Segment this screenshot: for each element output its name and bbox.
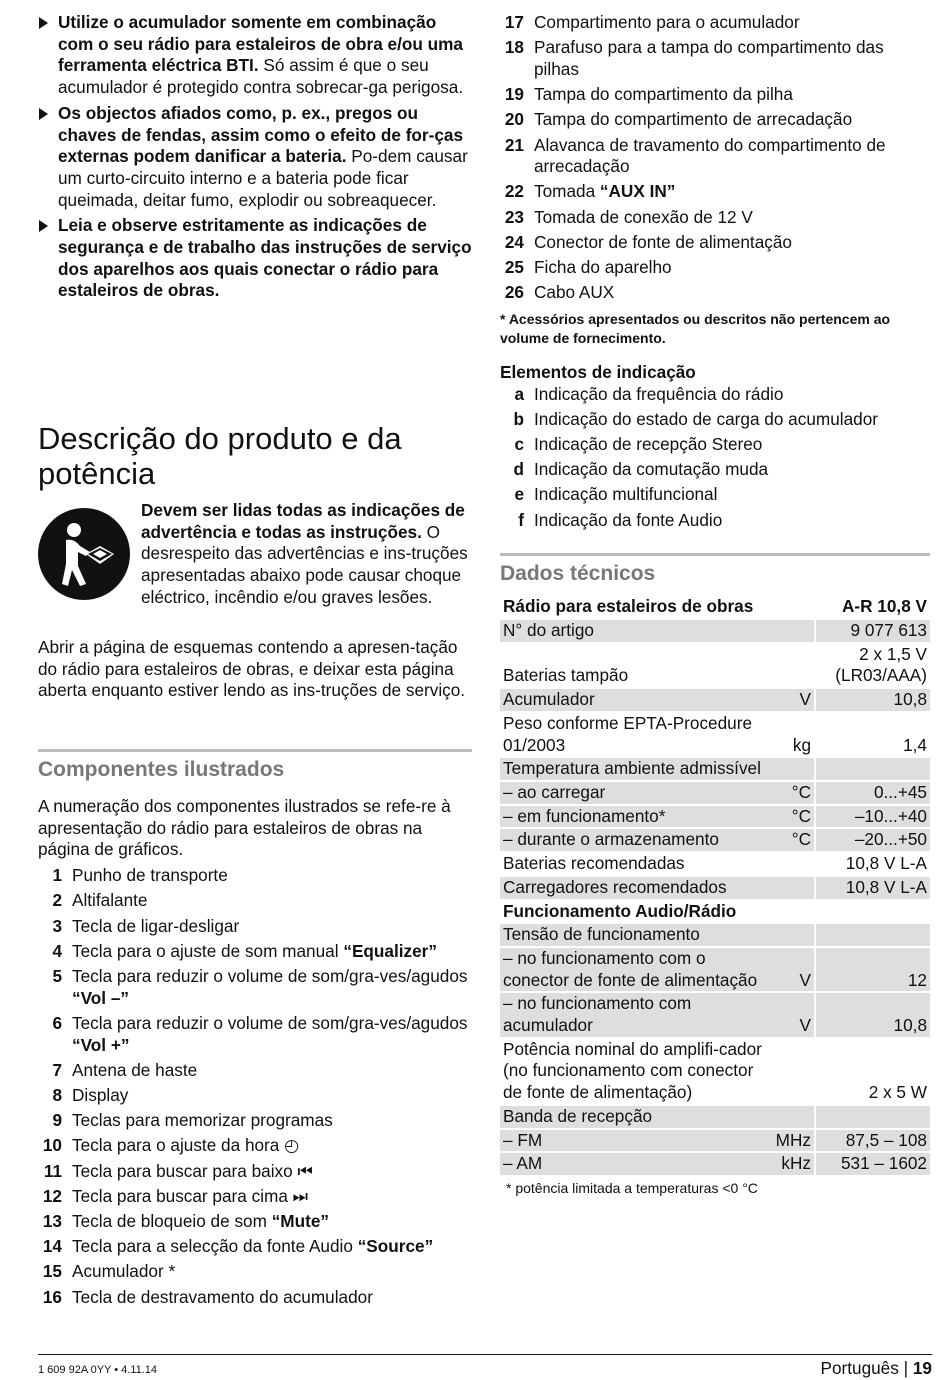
item-number: e [514,484,524,505]
item-number: 12 [42,1185,62,1206]
spec-unit [768,852,815,876]
spec-row [500,596,930,619]
components-section [38,749,472,1312]
item-text: Display [72,1084,129,1105]
spec-row [500,900,930,924]
spec-row [500,712,930,757]
triangle-bullet-icon [39,17,48,29]
spec-value [815,923,930,947]
item-number: 13 [42,1210,62,1231]
item-text: Punho de transporte [72,865,228,886]
spec-row [500,688,930,712]
list-item [500,434,930,456]
spec-unit [768,596,815,619]
spec-unit [768,619,815,643]
item-number: 6 [52,1012,62,1033]
item-number: d [513,459,524,480]
item-number: 23 [504,206,524,227]
spec-unit: kg [768,712,815,757]
item-number: 4 [52,940,62,961]
page-number: 19 [912,1358,932,1378]
item-number: 10 [42,1135,62,1156]
list-item [38,1110,472,1132]
list-item [500,282,930,304]
item-keyword: “Vol –” [72,987,129,1008]
spec-row [500,876,930,900]
item-number: a [514,383,524,404]
item-text: Tomada [534,181,600,202]
list-item [500,109,930,131]
warning-block [38,500,472,609]
spec-row [500,828,930,852]
spec-row [500,757,930,781]
safety-bullets [38,12,472,306]
item-text: Ficha do aparelho [534,257,672,278]
tech-section [500,553,930,1198]
item-number: 2 [52,890,62,911]
item-text: Teclas para memorizar programas [72,1110,333,1131]
item-text: Indicação multifuncional [534,484,718,505]
spec-value: –10...+40 [815,805,930,829]
spec-unit: V [768,992,815,1037]
list-item [38,1135,472,1157]
spec-unit: °C [768,805,815,829]
item-number: 16 [42,1286,62,1307]
item-text: Tecla de bloqueio de som [72,1210,272,1231]
triangle-bullet-icon [39,220,48,232]
item-keyword: “Vol +” [72,1034,130,1055]
item-number: 20 [504,109,524,130]
item-number: 11 [43,1160,62,1181]
item-text: Tecla para o ajuste da hora ◴ [72,1135,300,1156]
spec-value: 1,4 [815,712,930,757]
item-text: Cabo AUX [534,282,615,303]
spec-label: – ao carregar [500,781,768,805]
item-text: Alavanca de travamento do compartimento de arrecadação [534,134,886,177]
spec-unit: V [768,947,815,992]
spec-value: 87,5 – 108 [815,1129,930,1153]
item-text: Antena de haste [72,1059,198,1080]
list-item [38,1211,472,1233]
spec-label: – FM [500,1129,768,1153]
tech-table [500,596,930,1177]
item-text: Indicação da fonte Audio [534,509,723,530]
item-number: 8 [52,1084,62,1105]
list-item [500,384,930,406]
item-text: Tecla para reduzir o volume de som/gra-ves/agudos [72,1012,468,1033]
spec-value [815,1105,930,1129]
spec-label: – em funcionamento* [500,805,768,829]
spec-unit [768,757,815,781]
spec-row [500,947,930,992]
item-text: Altifalante [72,890,148,911]
item-text: Indicação da frequência do rádio [534,383,784,404]
item-text: Indicação do estado de carga do acumulador [534,408,878,429]
safety-bullet: Utilize o acumulador somente em combinação com o seu rádio para estaleiros de obra e/ou uma ferramenta eléctrica BTI. Só assim é que o seu acumulador é protegido contra sobrecar-ga perigosa. [38,12,472,99]
right-column [500,12,930,1198]
item-number: 15 [42,1261,62,1282]
spec-row [500,1152,930,1176]
triangle-bullet-icon [39,108,48,120]
footer-code: 1 609 92A 0YY • 4.11.14 [38,1364,158,1376]
item-number: 19 [504,84,524,105]
components-list-right [500,12,930,304]
spec-value: 9 077 613 [815,619,930,643]
spec-value: 0...+45 [815,781,930,805]
item-number: 1 [52,865,62,886]
list-item [500,135,930,178]
list-item [38,1287,472,1309]
spec-row [500,805,930,829]
spec-unit: °C [768,781,815,805]
spec-row [500,1105,930,1129]
spec-row [500,1129,930,1153]
section-rule [38,749,472,752]
list-item [38,1060,472,1082]
item-number: c [514,434,524,455]
spec-label: Potência nominal do amplifi-cador (no funcionamento com conector de fonte de alimentação) [500,1038,768,1105]
spec-unit: MHz [768,1129,815,1153]
indicators-heading: Elementos de indicação [500,361,696,382]
list-item [38,1186,472,1208]
spec-value: 10,8 [815,992,930,1037]
list-item [38,1236,472,1258]
spec-label: Acumulador [500,688,768,712]
footer-rule [38,1354,932,1355]
spec-row [500,643,930,688]
item-number: 5 [52,965,62,986]
spec-unit [768,900,815,924]
item-text: Tecla para buscar para cima ⏭ [72,1185,309,1206]
item-text: Conector de fonte de alimentação [534,231,792,252]
spec-value: 10,8 V L-A [815,876,930,900]
spec-label: – no funcionamento com acumulador [500,992,768,1037]
section-rule [500,553,930,556]
spec-label: Baterias recomendadas [500,852,768,876]
item-text: Indicação de recepção Stereo [534,434,763,455]
spec-value [815,757,930,781]
item-keyword: “Equalizer” [343,940,437,961]
safety-bullet: Os objectos afiados como, p. ex., pregos ou chaves de fendas, assim como o efeito de for-ças externas podem danificar a bateria. Po-dem causar um curto-circuito interno e a bateria pode ficar queimada, deitar fumo, explodir ou sobreaquecer. [38,103,472,212]
item-text: Tecla para buscar para baixo ⏮ [72,1160,313,1181]
spec-label: – no funcionamento com o conector de fonte de alimentação [500,947,768,992]
item-number: 18 [504,37,524,58]
warning-text: O desrespeito das advertências e ins-truções apresentadas abaixo pode causar choque eléctrico, incêndio e/ou graves lesões. [141,521,468,607]
list-item [38,1261,472,1283]
item-number: 3 [52,915,62,936]
tech-heading: Dados técnicos [500,562,656,586]
components-intro: A numeração dos componentes ilustrados se refe-re à apresentação do rádio para estaleiros de obras na página de gráficos. [38,796,451,860]
list-item [38,1013,472,1056]
spec-unit [768,643,815,688]
section-title: Descrição do produto e da potência [38,421,402,491]
item-number: 26 [504,282,524,303]
list-item [500,510,930,532]
spec-value: 531 – 1602 [815,1152,930,1176]
list-item [500,232,930,254]
spec-value: 2 x 1,5 V (LR03/AAA) [815,643,930,688]
spec-unit: V [768,688,815,712]
spec-label: Tensão de funcionamento [500,923,768,947]
item-text: Tecla de destravamento do acumulador [72,1286,373,1307]
item-number: 9 [52,1110,62,1131]
spec-row [500,852,930,876]
item-text: Tecla de ligar-desligar [72,915,240,936]
item-number: 25 [504,257,524,278]
item-text: Acumulador * [72,1261,176,1282]
list-item [500,181,930,203]
item-number: b [513,408,524,429]
spec-value [815,900,930,924]
list-item [500,84,930,106]
list-item [500,484,930,506]
spec-label: Funcionamento Audio/Rádio [500,900,768,924]
list-item [38,1085,472,1107]
item-text: Parafuso para a tampa do compartimento das pilhas [534,37,884,79]
spec-unit [768,923,815,947]
spec-label: – AM [500,1152,768,1176]
spec-row [500,781,930,805]
spec-label: Baterias tampão [500,643,768,688]
item-text: Tampa do compartimento de arrecadação [534,109,853,130]
item-number: 24 [504,231,524,252]
read-manual-icon [38,508,130,600]
list-item [500,459,930,481]
item-text: Tomada de conexão de 12 V [534,206,753,227]
item-text: Compartimento para o acumulador [534,12,800,32]
list-item [38,865,472,887]
item-number: 14 [42,1236,62,1257]
list-item [38,966,472,1009]
spec-label: Temperatura ambiente admissível [500,757,768,781]
list-item [500,409,930,431]
spec-label: Carregadores recomendados [500,876,768,900]
list-item [500,207,930,229]
components-heading: Componentes ilustrados [38,758,285,781]
spec-value: 10,8 [815,688,930,712]
spec-label: N° do artigo [500,619,768,643]
item-keyword: “Source” [357,1236,434,1257]
warning-bold: Devem ser lidas todas as indicações de advertência e todas as instruções. [141,500,465,542]
spec-value: 12 [815,947,930,992]
safety-bullet: Leia e observe estritamente as indicações de segurança e de trabalho das instruções de serviço dos aparelhos aos quais conectar o rádio para estaleiros de obras. [38,215,472,302]
item-number: 17 [504,12,524,32]
list-item [500,257,930,279]
footer-page [820,1358,932,1379]
item-text: Tampa do compartimento da pilha [534,84,793,105]
spec-value: –20...+50 [815,828,930,852]
list-item [500,37,930,80]
item-text: Indicação da comutação muda [534,459,769,480]
spec-value: A-R 10,8 V [815,596,930,619]
footer-separator: | [903,1358,909,1378]
spec-label: Peso conforme EPTA-Procedure 01/2003 [500,712,768,757]
spec-unit [768,876,815,900]
accessories-note: * Acessórios apresentados ou descritos não pertencem ao volume de fornecimento. [500,310,891,346]
spec-row [500,992,930,1037]
intro-text: Abrir a página de esquemas contendo a apresen-tação do rádio para estaleiros de obras, e deixar esta página aberta enquanto estiver lendo as ins-truções de serviço. [38,637,466,701]
spec-unit: °C [768,828,815,852]
spec-unit [768,1038,815,1105]
list-item [38,941,472,963]
item-text: Tecla para o ajuste de som manual [72,940,344,961]
item-number: 7 [52,1059,62,1080]
list-item [38,916,472,938]
list-item [38,890,472,912]
spec-label: – durante o armazenamento [500,828,768,852]
list-item [38,1161,472,1183]
spec-row [500,1038,930,1105]
item-text: Tecla para a selecção da fonte Audio [72,1236,358,1257]
tech-footnote: * potência limitada a temperaturas <0 °C [506,1179,758,1196]
spec-label: Rádio para estaleiros de obras [500,596,768,619]
list-item [500,12,930,34]
indicators-list [500,384,930,532]
item-text: Tecla para reduzir o volume de som/gra-ves/agudos [72,965,468,986]
spec-unit [768,1105,815,1129]
spec-value: 10,8 V L-A [815,852,930,876]
spec-unit: kHz [768,1152,815,1176]
item-keyword: “Mute” [271,1210,329,1231]
spec-row [500,619,930,643]
spec-value: 2 x 5 W [815,1038,930,1105]
spec-label: Banda de recepção [500,1105,768,1129]
footer-language: Português [820,1358,899,1378]
item-number: 21 [504,134,524,155]
item-number: f [518,509,524,530]
item-keyword: “AUX IN” [599,181,676,202]
components-list-left [38,865,472,1308]
spec-row [500,923,930,947]
item-number: 22 [504,181,524,202]
